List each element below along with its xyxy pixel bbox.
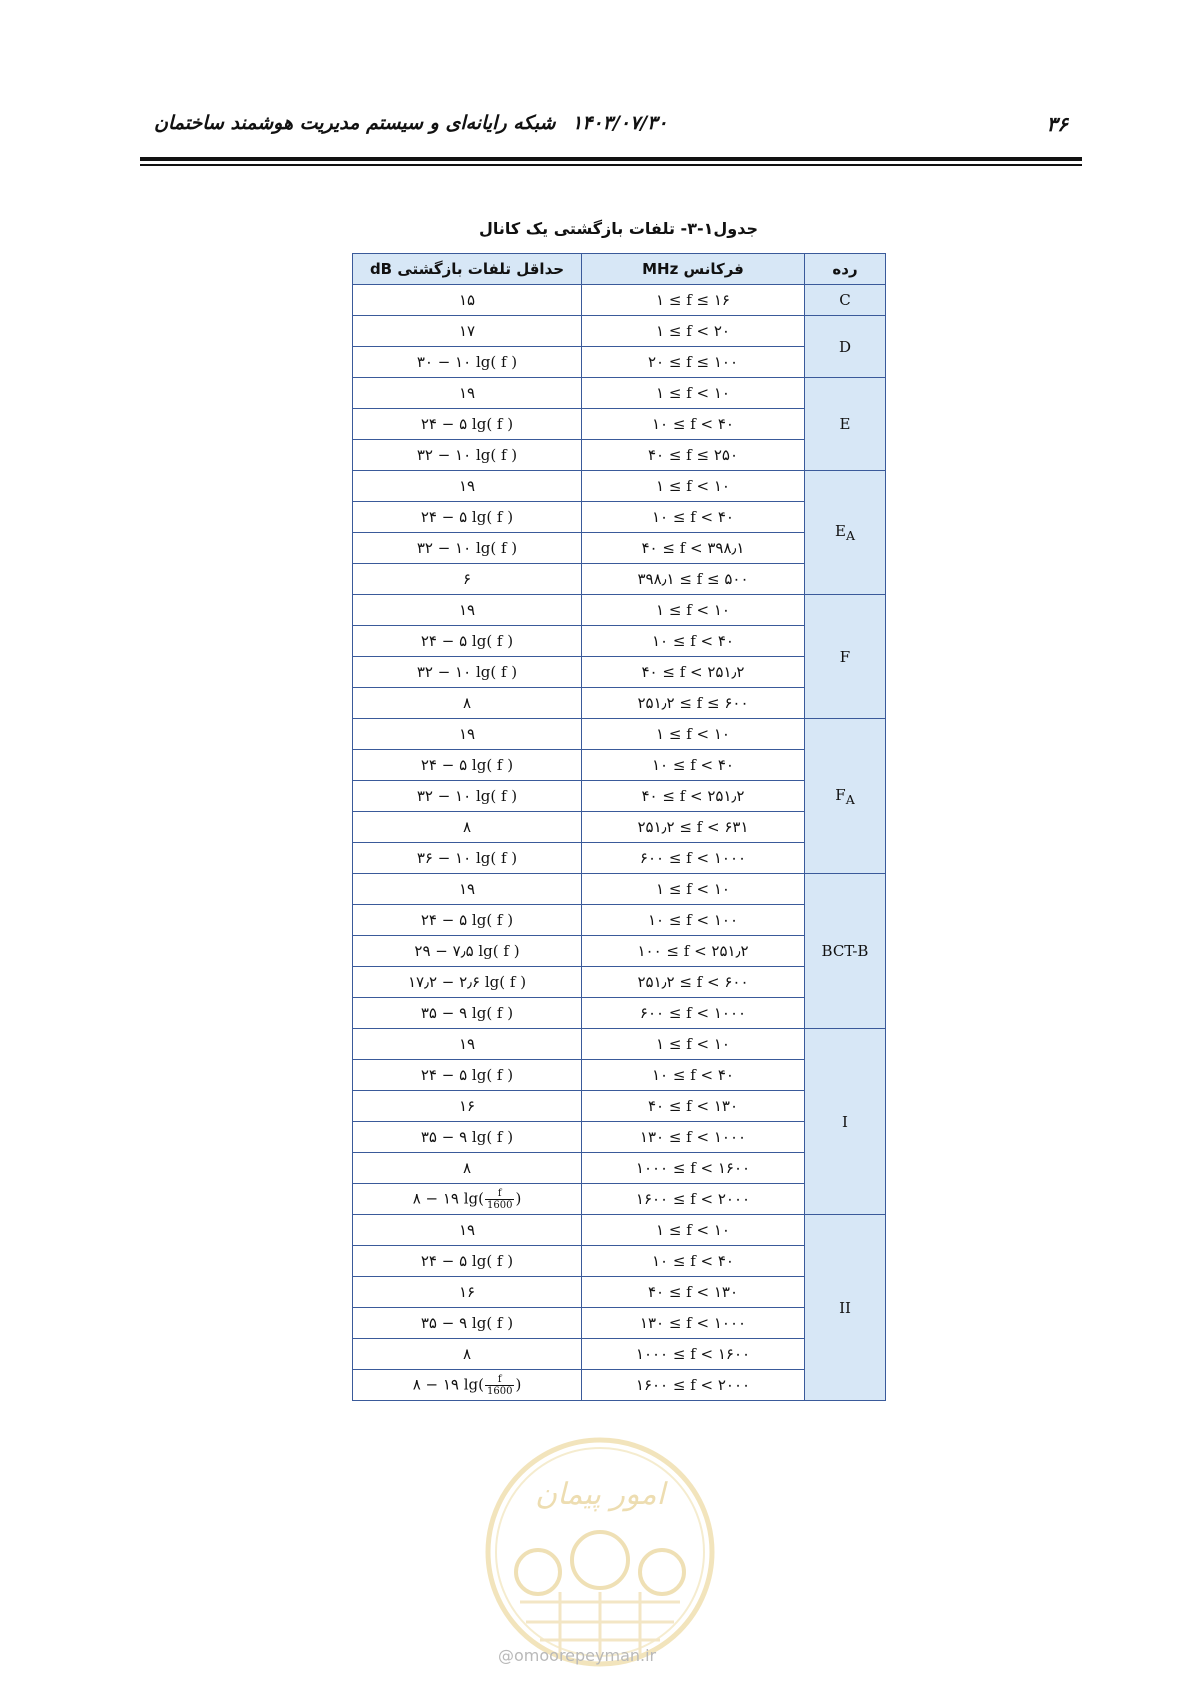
frequency-cell: ۱ ≤ f < ۱۰ [582, 595, 805, 626]
class-cell: I [805, 1029, 886, 1215]
frequency-cell: ۱ ≤ f < ۱۰ [582, 378, 805, 409]
col-header-class: رده [805, 254, 886, 285]
frequency-cell: ۴۰ ≤ f < ۱۳۰ [582, 1091, 805, 1122]
loss-cell: ۱۹ [353, 595, 582, 626]
table-row [353, 285, 886, 316]
frequency-cell: ۴۰ ≤ f < ۲۵۱٫۲ [582, 657, 805, 688]
loss-cell: ۲۹ − ۷٫۵ lg( f ) [353, 936, 582, 967]
header-title: شبکه رایانه‌ای و سیستم مدیریت هوشمند ساختمان [154, 112, 556, 134]
class-label: E [835, 522, 846, 540]
frequency-cell: ۱ ≤ f < ۱۰ [582, 874, 805, 905]
class-cell: F [805, 595, 886, 719]
loss-cell: ۳۲ − ۱۰ lg( f ) [353, 781, 582, 812]
fraction-denominator: 1600 [486, 1385, 513, 1397]
fraction [485, 1374, 514, 1397]
running-header [140, 112, 1082, 152]
fraction [485, 1188, 514, 1211]
frequency-cell: ۱ ≤ f ≤ ۱۶ [582, 285, 805, 316]
frequency-cell: ۶۰۰ ≤ f < ۱۰۰۰ [582, 998, 805, 1029]
table-body [353, 285, 886, 1401]
class-cell: E [805, 378, 886, 471]
return-loss-table [352, 253, 886, 1401]
frequency-cell: ۱ ≤ f < ۱۰ [582, 471, 805, 502]
loss-cell [353, 1184, 582, 1215]
frequency-cell: ۱۰ ≤ f < ۱۰۰ [582, 905, 805, 936]
frequency-cell: ۲۵۱٫۲ ≤ f < ۶۳۱ [582, 812, 805, 843]
loss-cell: ۲۴ − ۵ lg( f ) [353, 905, 582, 936]
frequency-cell: ۱ ≤ f < ۱۰ [582, 1029, 805, 1060]
watermark-logo-text: امور پیمان [535, 1477, 665, 1512]
frequency-cell: ۱۰ ≤ f < ۴۰ [582, 1246, 805, 1277]
loss-formula: ۸ − ۱۹ lg( [412, 1189, 484, 1207]
loss-cell: ۱۶ [353, 1277, 582, 1308]
col-header-loss: حداقل تلفات بازگشتی dB [353, 254, 582, 285]
loss-cell: ۸ [353, 688, 582, 719]
frequency-cell: ۱۰ ≤ f < ۴۰ [582, 409, 805, 440]
loss-cell: ۸ [353, 812, 582, 843]
loss-cell: ۱۹ [353, 874, 582, 905]
frequency-cell: ۴۰ ≤ f < ۳۹۸٫۱ [582, 533, 805, 564]
table-row [353, 378, 886, 409]
loss-cell: ۱۷٫۲ − ۲٫۶ lg( f ) [353, 967, 582, 998]
watermark-logo [480, 1432, 720, 1672]
frequency-cell: ۱۶۰۰ ≤ f < ۲۰۰۰ [582, 1184, 805, 1215]
class-cell: C [805, 285, 886, 316]
loss-cell: ۲۴ − ۵ lg( f ) [353, 626, 582, 657]
loss-formula-tail: ) [515, 1189, 522, 1207]
loss-cell: ۱۹ [353, 1215, 582, 1246]
loss-cell [353, 1370, 582, 1401]
frequency-cell: ۴۰ ≤ f < ۲۵۱٫۲ [582, 781, 805, 812]
loss-cell: ۱۵ [353, 285, 582, 316]
loss-cell: ۱۷ [353, 316, 582, 347]
loss-cell: ۸ [353, 1339, 582, 1370]
frequency-cell: ۱۰۰۰ ≤ f < ۱۶۰۰ [582, 1153, 805, 1184]
header-date: ۱۴۰۳/۰۷/۳۰ [572, 112, 668, 134]
table-row [353, 874, 886, 905]
frequency-cell: ۱۰ ≤ f < ۴۰ [582, 1060, 805, 1091]
table-row [353, 595, 886, 626]
loss-cell: ۲۴ − ۵ lg( f ) [353, 750, 582, 781]
watermark-url: @omoorepeyman.ir [498, 1646, 657, 1665]
frequency-cell: ۱۳۰ ≤ f < ۱۰۰۰ [582, 1122, 805, 1153]
loss-cell: ۶ [353, 564, 582, 595]
frequency-cell: ۳۹۸٫۱ ≤ f ≤ ۵۰۰ [582, 564, 805, 595]
table-row [353, 1029, 886, 1060]
fraction-numerator: f [485, 1374, 514, 1386]
loss-cell: ۳۵ − ۹ lg( f ) [353, 998, 582, 1029]
col-header-freq: فرکانس MHz [582, 254, 805, 285]
table-row [353, 471, 886, 502]
frequency-cell: ۱۰ ≤ f < ۴۰ [582, 750, 805, 781]
loss-formula: ۸ − ۱۹ lg( [412, 1375, 484, 1393]
loss-cell: ۱۹ [353, 471, 582, 502]
loss-cell: ۱۹ [353, 378, 582, 409]
class-label-subscript: A [845, 791, 855, 807]
loss-cell: ۲۴ − ۵ lg( f ) [353, 409, 582, 440]
frequency-cell: ۶۰۰ ≤ f < ۱۰۰۰ [582, 843, 805, 874]
loss-cell: ۱۹ [353, 1029, 582, 1060]
loss-cell: ۲۴ − ۵ lg( f ) [353, 502, 582, 533]
class-cell: BCT-B [805, 874, 886, 1029]
frequency-cell: ۱۰۰ ≤ f < ۲۵۱٫۲ [582, 936, 805, 967]
frequency-cell: ۱۶۰۰ ≤ f < ۲۰۰۰ [582, 1370, 805, 1401]
class-cell [805, 471, 886, 595]
frequency-cell: ۱ ≤ f < ۱۰ [582, 719, 805, 750]
loss-cell: ۸ [353, 1153, 582, 1184]
fraction-denominator: 1600 [486, 1199, 513, 1211]
table-header-row [353, 254, 886, 285]
class-label-subscript: A [845, 528, 855, 543]
frequency-cell: ۱ ≤ f < ۲۰ [582, 316, 805, 347]
table-caption: جدول۱-۳- تلفات بازگشتی یک کانال [479, 219, 758, 238]
frequency-cell: ۲۰ ≤ f ≤ ۱۰۰ [582, 347, 805, 378]
class-cell: D [805, 316, 886, 378]
class-label: F [835, 785, 846, 804]
header-rule-thick [140, 157, 1082, 161]
loss-cell: ۳۲ − ۱۰ lg( f ) [353, 657, 582, 688]
loss-cell: ۱۹ [353, 719, 582, 750]
loss-cell: ۳۵ − ۹ lg( f ) [353, 1122, 582, 1153]
frequency-cell: ۴۰ ≤ f ≤ ۲۵۰ [582, 440, 805, 471]
loss-cell: ۱۶ [353, 1091, 582, 1122]
frequency-cell: ۴۰ ≤ f < ۱۳۰ [582, 1277, 805, 1308]
frequency-cell: ۱۳۰ ≤ f < ۱۰۰۰ [582, 1308, 805, 1339]
class-cell: II [805, 1215, 886, 1401]
frequency-cell: ۱۰۰۰ ≤ f < ۱۶۰۰ [582, 1339, 805, 1370]
fraction-numerator: f [485, 1188, 514, 1200]
table-row [353, 1215, 886, 1246]
loss-cell: ۲۴ − ۵ lg( f ) [353, 1246, 582, 1277]
loss-cell: ۳۰ − ۱۰ lg( f ) [353, 347, 582, 378]
loss-formula-tail: ) [515, 1375, 522, 1393]
frequency-cell: ۱۰ ≤ f < ۴۰ [582, 626, 805, 657]
loss-cell: ۳۲ − ۱۰ lg( f ) [353, 533, 582, 564]
frequency-cell: ۲۵۱٫۲ ≤ f < ۶۰۰ [582, 967, 805, 998]
loss-cell: ۲۴ − ۵ lg( f ) [353, 1060, 582, 1091]
class-cell [805, 719, 886, 874]
loss-cell: ۳۵ − ۹ lg( f ) [353, 1308, 582, 1339]
frequency-cell: ۲۵۱٫۲ ≤ f ≤ ۶۰۰ [582, 688, 805, 719]
page-number: ۳۶ [1046, 112, 1068, 136]
frequency-cell: ۱ ≤ f < ۱۰ [582, 1215, 805, 1246]
loss-cell: ۳۲ − ۱۰ lg( f ) [353, 440, 582, 471]
header-rule-thin [140, 164, 1082, 166]
table-row [353, 316, 886, 347]
loss-cell: ۳۶ − ۱۰ lg( f ) [353, 843, 582, 874]
frequency-cell: ۱۰ ≤ f < ۴۰ [582, 502, 805, 533]
table-row [353, 719, 886, 750]
